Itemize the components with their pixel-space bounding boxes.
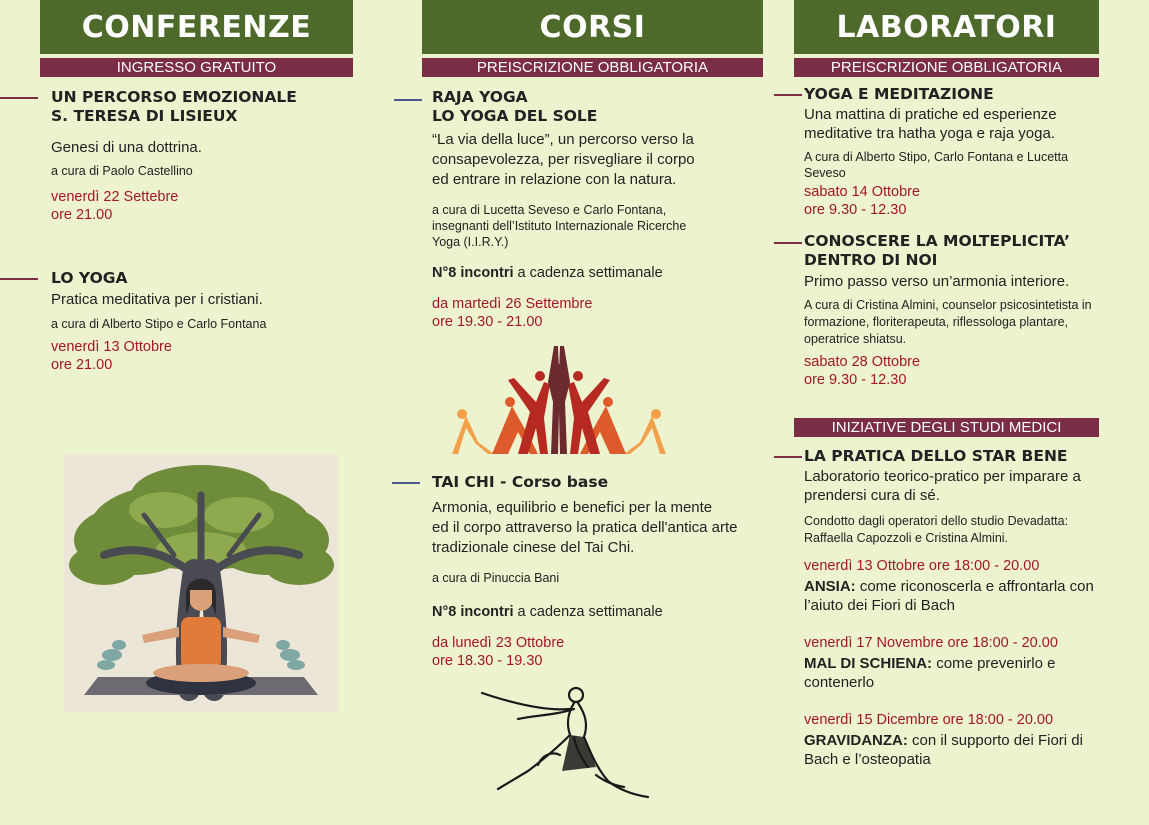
lab-description: Una mattina di pratiche ed esperienze: [804, 106, 1057, 123]
studi-event-topic: [804, 731, 1144, 750]
event-date: venerdì 13 Ottobre: [51, 339, 172, 355]
lab-description: Primo passo verso un’armonia interiore.: [804, 273, 1070, 290]
course-curator: insegnanti dell’Istituto Internazionale Ricerche: [432, 219, 687, 233]
course-description: “La via della luce”, un percorso verso la: [432, 131, 694, 148]
header-conferenze: CONFERENZE: [40, 0, 353, 54]
lab-time: ore 9.30 - 12.30: [804, 202, 907, 218]
event-title: S. TERESA DI LISIEUX: [51, 107, 238, 125]
lab-description: Laboratorio teorico-pratico per imparare a: [804, 468, 1081, 485]
divider-line: [0, 97, 38, 99]
sessions-cadence: a cadenza settimanale: [513, 265, 663, 281]
lab-description: meditative tra hatha yoga e raja yoga.: [804, 125, 1055, 142]
lab-curator: A cura di Alberto Stipo, Carlo Fontana e Lucetta: [804, 150, 1069, 164]
yoga-figures-illustration: [448, 342, 670, 460]
lab-title: DENTRO DI NOI: [804, 251, 938, 269]
studi-event-topic: contenerlo: [804, 674, 875, 691]
header-laboratori: LABORATORI: [794, 0, 1099, 54]
studi-event-date: venerdì 17 Novembre ore 18:00 - 20.00: [804, 635, 1058, 651]
topic-label: GRAVIDANZA:: [804, 732, 908, 749]
course-sessions: [432, 603, 663, 622]
lab-time: ore 9.30 - 12.30: [804, 372, 907, 388]
event-curator: a cura di Alberto Stipo e Carlo Fontana: [51, 317, 267, 331]
studi-event-topic: l’aiuto dei Fiori di Bach: [804, 597, 955, 614]
course-curator: a cura di Pinuccia Bani: [432, 571, 560, 585]
tree-meditation-illustration: [64, 455, 338, 712]
studi-event-date: venerdì 15 Dicembre ore 18:00 - 20.00: [804, 712, 1054, 728]
lab-date: sabato 14 Ottobre: [804, 184, 921, 200]
lab-date: sabato 28 Ottobre: [804, 354, 921, 370]
course-description: tradizionale cinese del Tai Chi.: [432, 539, 635, 556]
subheader-corsi: PREISCRIZIONE OBBLIGATORIA: [422, 58, 763, 77]
event-time: ore 21.00: [51, 357, 113, 373]
event-description: Genesi di una dottrina.: [51, 139, 202, 156]
subheader-studi-medici: INIZIATIVE DEGLI STUDI MEDICI: [794, 418, 1099, 437]
topic-label: ANSIA:: [804, 578, 856, 595]
lab-curator: formazione, floriterapeuta, riflessologa plantare,: [804, 315, 1069, 329]
tai-chi-image: [478, 685, 653, 803]
studi-event-topic: Bach e l’osteopatia: [804, 751, 931, 768]
sessions-count: N°8 incontri: [432, 604, 514, 620]
event-description: Pratica meditativa per i cristiani.: [51, 291, 263, 308]
divider-line: [0, 278, 38, 280]
subheader-conferenze: INGRESSO GRATUITO: [40, 58, 353, 77]
course-curator: a cura di Lucetta Seveso e Carlo Fontana,: [432, 203, 667, 217]
course-curator: Yoga (I.I.R.Y.): [432, 235, 509, 249]
divider-line: [774, 94, 802, 96]
course-description: consapevolezza, per risvegliare il corpo: [432, 151, 695, 168]
course-description: Armonia, equilibrio e benefici per la mente: [432, 499, 713, 516]
event-date: venerdì 22 Settebre: [51, 189, 179, 205]
tai-chi-illustration: [478, 685, 653, 803]
divider-line: [774, 242, 802, 244]
lab-curator: A cura di Cristina Almini, counselor psicosintetista in: [804, 298, 1092, 312]
studi-event-topic: [804, 577, 1144, 596]
topic-text: con il supporto dei Fiori di: [907, 732, 1083, 749]
course-date: da lunedì 23 Ottobre: [432, 635, 565, 651]
course-description: ed entrare in relazione con la natura.: [432, 171, 677, 188]
topic-text: come riconoscerla e affrontarla con: [855, 578, 1094, 595]
lab-curator: Raffaella Capozzoli e Cristina Almini.: [804, 531, 1009, 545]
course-description: ed il corpo attraverso la pratica dell'antica arte: [432, 519, 738, 536]
topic-label: MAL DI SCHIENA:: [804, 655, 933, 672]
tree-meditation-image: [64, 455, 338, 712]
lab-description: prendersi cura di sé.: [804, 487, 940, 504]
header-corsi: CORSI: [422, 0, 763, 54]
course-time: ore 18.30 - 19.30: [432, 653, 543, 669]
lab-curator: Seveso: [804, 166, 846, 180]
studi-event-date: venerdì 13 Ottobre ore 18:00 - 20.00: [804, 558, 1040, 574]
lab-curator: operatrice shiatsu.: [804, 332, 907, 346]
sessions-count: N°8 incontri: [432, 265, 514, 281]
event-title: UN PERCORSO EMOZIONALE: [51, 88, 297, 106]
event-title: LO YOGA: [51, 269, 128, 287]
lab-title: YOGA E MEDITAZIONE: [804, 85, 994, 103]
yoga-figures-image: [448, 342, 670, 460]
studi-event-topic: [804, 654, 1144, 673]
course-title: RAJA YOGA: [432, 88, 528, 106]
divider-line: [774, 456, 802, 458]
topic-text: come prevenirlo e: [932, 655, 1056, 672]
course-title: LO YOGA DEL SOLE: [432, 107, 598, 125]
sessions-cadence: a cadenza settimanale: [513, 604, 663, 620]
lab-curator: Condotto dagli operatori dello studio Devadatta:: [804, 514, 1069, 528]
course-date: da martedì 26 Settembre: [432, 296, 593, 312]
divider-line: [394, 99, 422, 101]
event-curator: a cura di Paolo Castellino: [51, 164, 193, 178]
event-time: ore 21.00: [51, 207, 113, 223]
lab-title: CONOSCERE LA MOLTEPLICITA’: [804, 232, 1071, 250]
lab-title: LA PRATICA DELLO STAR BENE: [804, 447, 1068, 465]
course-sessions: [432, 264, 663, 283]
divider-line: [392, 482, 420, 484]
subheader-laboratori: PREISCRIZIONE OBBLIGATORIA: [794, 58, 1099, 77]
course-time: ore 19.30 - 21.00: [432, 314, 543, 330]
course-title: TAI CHI - Corso base: [432, 473, 609, 491]
